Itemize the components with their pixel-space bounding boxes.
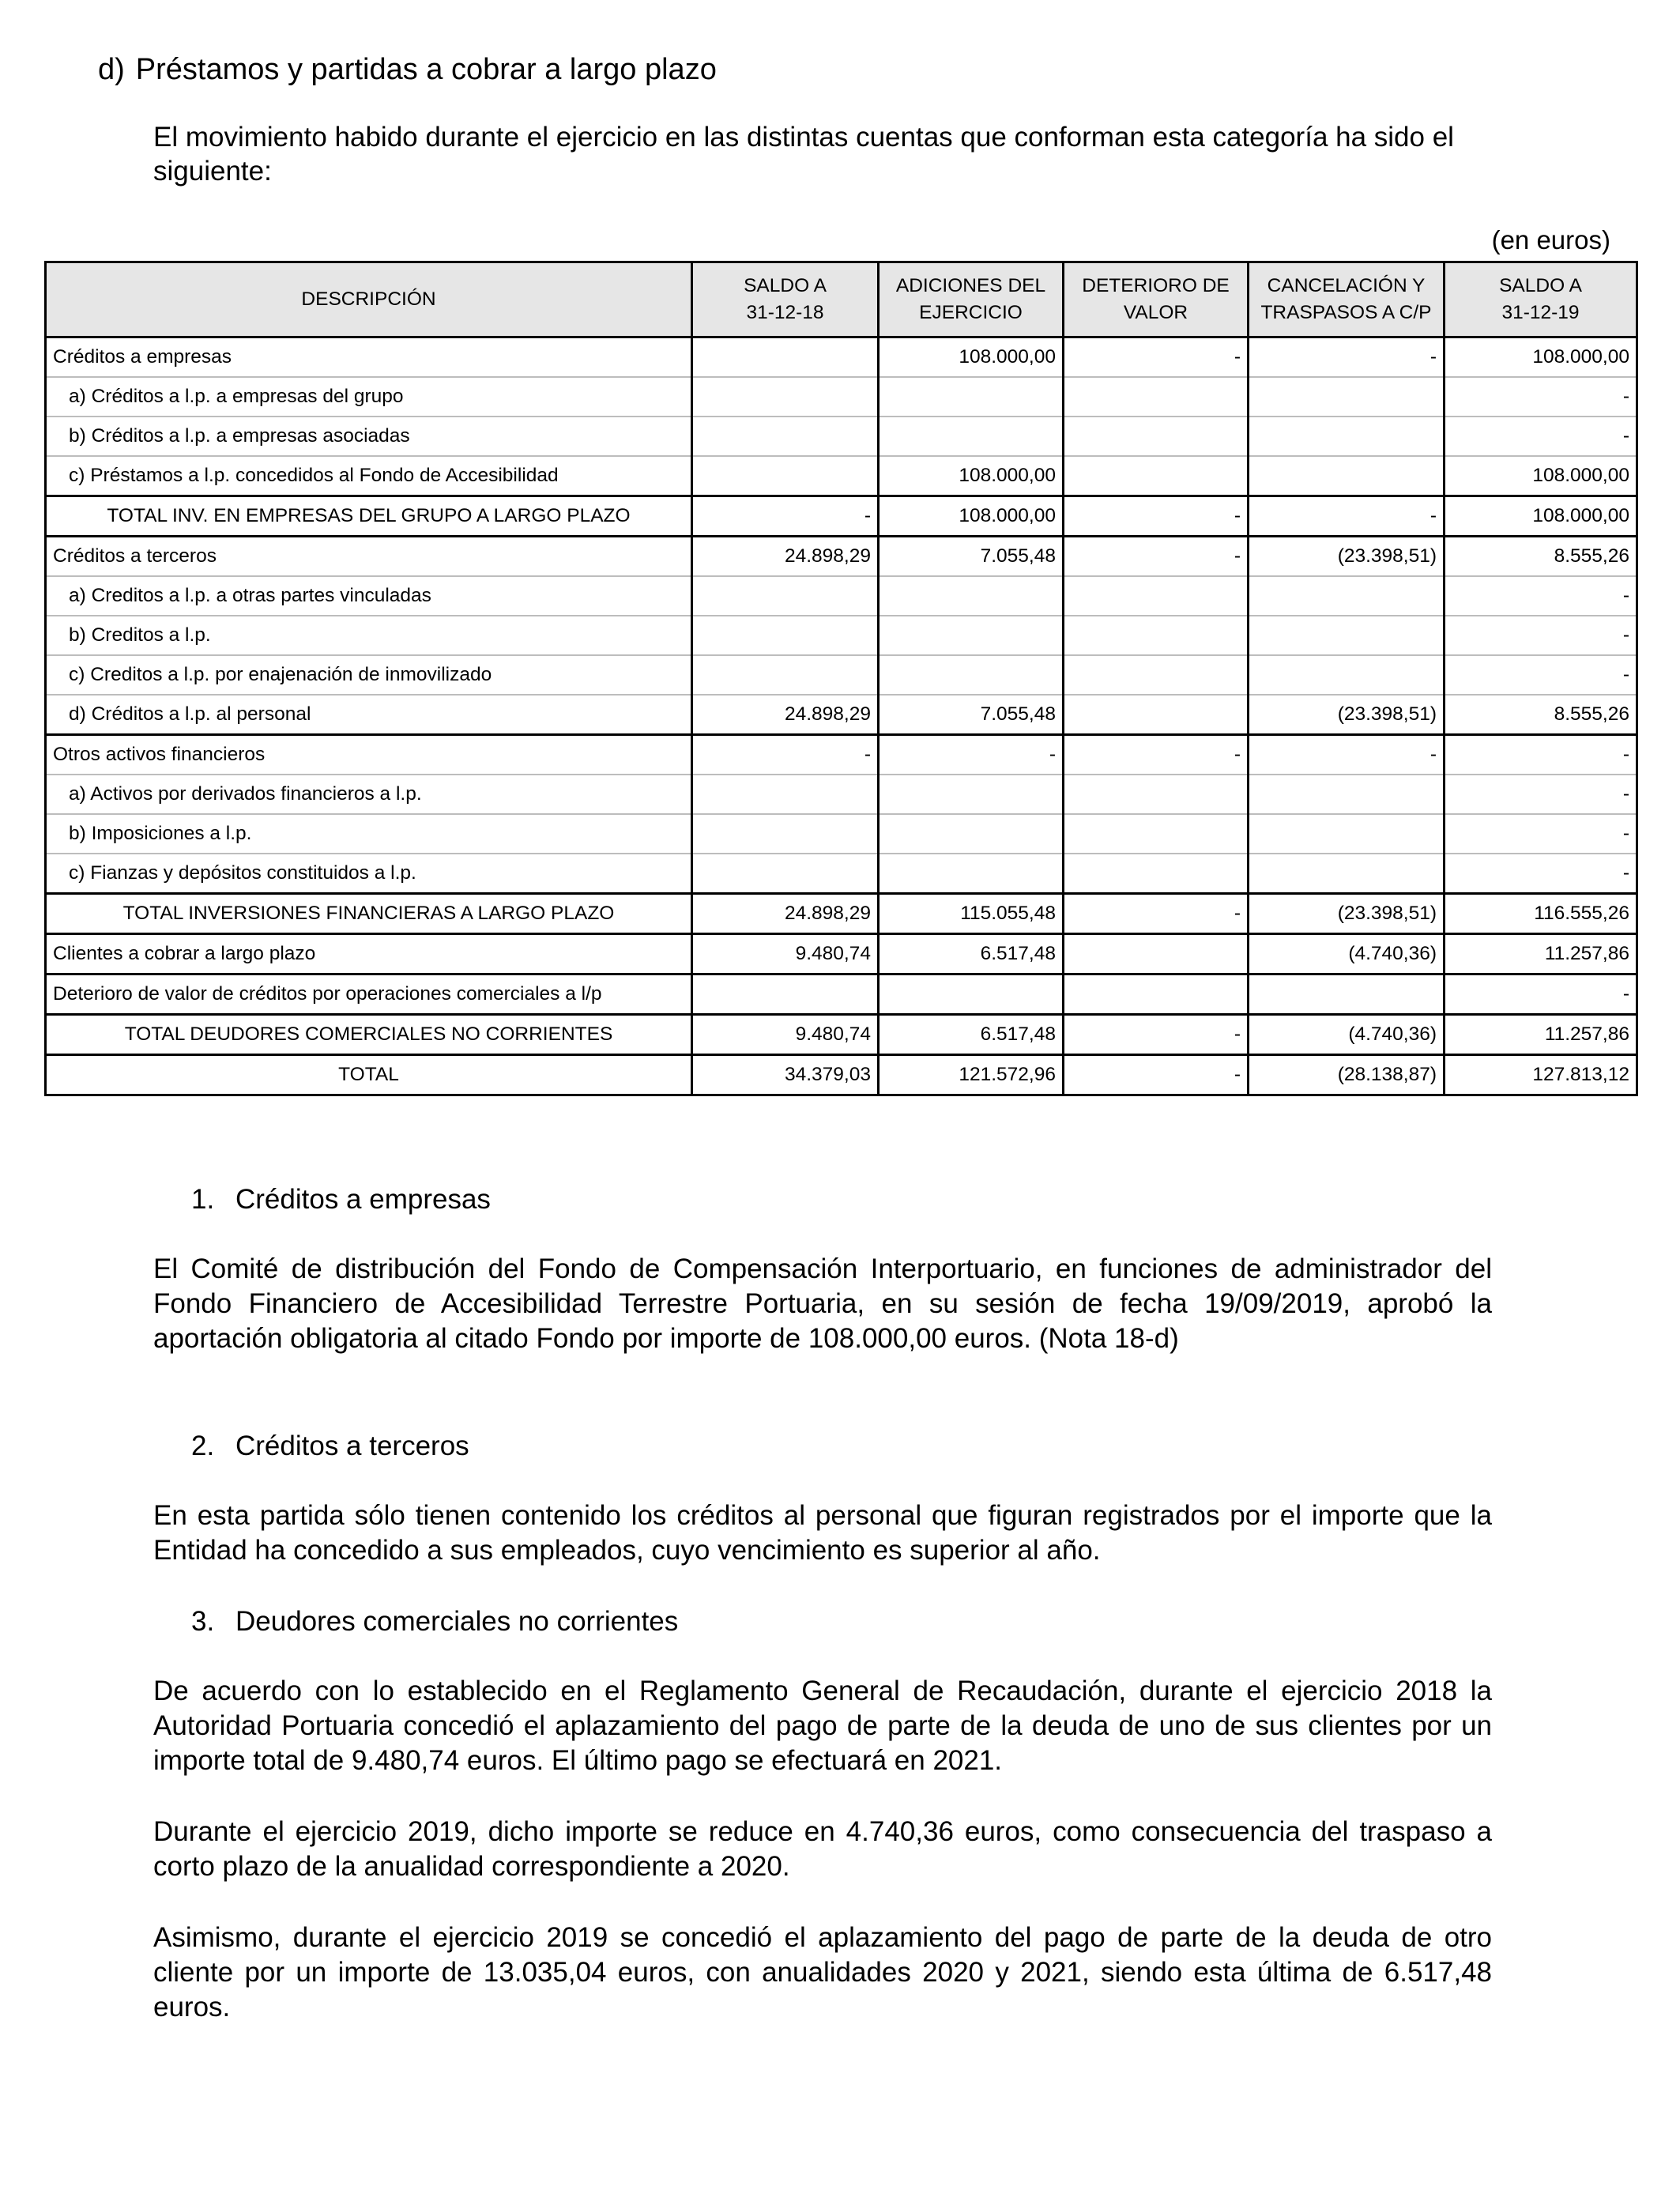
table-row-total: TOTAL 34.379,03 121.572,96 - (28.138,87) 127.813,12 [46,1055,1637,1095]
table-row: Clientes a cobrar a largo plazo 9.480,74 6.517,48 (4.740,36) 11.257,86 [46,934,1637,974]
note-1-heading [191,1182,491,1217]
section-marker: d) [98,53,125,86]
note-3-number: 3. [191,1606,215,1637]
header-saldo-inicial: SALDO A 31-12-18 [692,262,879,337]
intro-paragraph: El movimiento habido durante el ejercicio en las distintas cuentas que conforman esta categoría ha sido el siguiente: [153,122,1454,187]
table-row: Créditos a empresas 108.000,00 - - 108.000,00 [46,337,1637,378]
note-3-paragraph-2: Durante el ejercicio 2019, dicho importe se reduce en 4.740,36 euros, como consecuencia del traspaso a corto plazo de la anualidad correspondiente a 2020. [153,1816,1492,1882]
table-row: b) Creditos a l.p. - [46,616,1637,655]
note-2-title: Créditos a terceros [235,1431,469,1461]
table-row-subtotal: TOTAL DEUDORES COMERCIALES NO CORRIENTES 9.480,74 6.517,48 - (4.740,36) 11.257,86 [46,1015,1637,1055]
header-deterioro: DETERIORO DE VALOR [1064,262,1249,337]
table-row: Otros activos financieros - - - - - [46,735,1637,775]
note-3-paragraph-1: De acuerdo con lo establecido en el Reglamento General de Recaudación, durante el ejercicio 2018 la Autoridad Portuaria concedió el aplazamiento del pago de parte de la deuda de uno de sus clientes por un importe total de 9.480,74 euros. El último pago se efectuará en 2021. [153,1676,1492,1776]
table-header-row [46,262,1637,337]
table-row: a) Creditos a l.p. a otras partes vinculadas - [46,576,1637,616]
note-2-heading [191,1429,469,1464]
table-row: c) Fianzas y depósitos constituidos a l.p. - [46,854,1637,894]
note-1-number: 1. [191,1184,215,1215]
section-title: Préstamos y partidas a cobrar a largo plazo [135,53,717,86]
table-row: Deterioro de valor de créditos por operaciones comerciales a l/p - [46,974,1637,1015]
table-row-subtotal: TOTAL INV. EN EMPRESAS DEL GRUPO A LARGO PLAZO - 108.000,00 - - 108.000,00 [46,496,1637,537]
note-3-heading [191,1604,678,1639]
section-heading [98,51,717,89]
table-row-subtotal: TOTAL INVERSIONES FINANCIERAS A LARGO PLAZO 24.898,29 115.055,48 - (23.398,51) 116.555,26 [46,894,1637,934]
table-row: b) Imposiciones a l.p. - [46,814,1637,854]
header-adiciones: ADICIONES DEL EJERCICIO [879,262,1064,337]
table-row: a) Créditos a l.p. a empresas del grupo - [46,377,1637,417]
table-row: Créditos a terceros 24.898,29 7.055,48 - (23.398,51) 8.555,26 [46,537,1637,577]
header-descripcion: DESCRIPCIÓN [46,262,692,337]
header-saldo-final: SALDO A 31-12-19 [1445,262,1637,337]
note-2-number: 2. [191,1431,215,1461]
table-row: b) Créditos a l.p. a empresas asociadas - [46,417,1637,456]
note-1-title: Créditos a empresas [235,1184,491,1215]
units-label: (en euros) [1491,225,1610,254]
table-row: c) Creditos a l.p. por enajenación de inmovilizado - [46,655,1637,695]
movements-table [44,261,1638,1096]
note-1-paragraph: El Comité de distribución del Fondo de Compensación Interportuario, en funciones de administrador del Fondo Financiero de Accesibilidad Terrestre Portuaria, en su sesión de fecha 19/09/2019, aprobó la aportación obligatoria al citado Fondo por importe de 108.000,00 euros. (Nota 18-d) [153,1253,1492,1354]
header-cancelacion: CANCELACIÓN Y TRASPASOS A C/P [1249,262,1445,337]
table-row: a) Activos por derivados financieros a l.p. - [46,775,1637,814]
note-3-paragraph-3: Asimismo, durante el ejercicio 2019 se concedió el aplazamiento del pago de parte de la deuda de otro cliente por un importe de 13.035,04 euros, con anualidades 2020 y 2021, siendo esta última de 6.517,48 euros. [153,1922,1492,2022]
note-2-paragraph: En esta partida sólo tienen contenido los créditos al personal que figuran registrados por el importe que la Entidad ha concedido a sus empleados, cuyo vencimiento es superior al año. [153,1500,1492,1566]
table-row: d) Créditos a l.p. al personal 24.898,29 7.055,48 (23.398,51) 8.555,26 [46,695,1637,735]
note-3-title: Deudores comerciales no corrientes [235,1606,679,1637]
table-row: c) Préstamos a l.p. concedidos al Fondo de Accesibilidad 108.000,00 108.000,00 [46,456,1637,496]
